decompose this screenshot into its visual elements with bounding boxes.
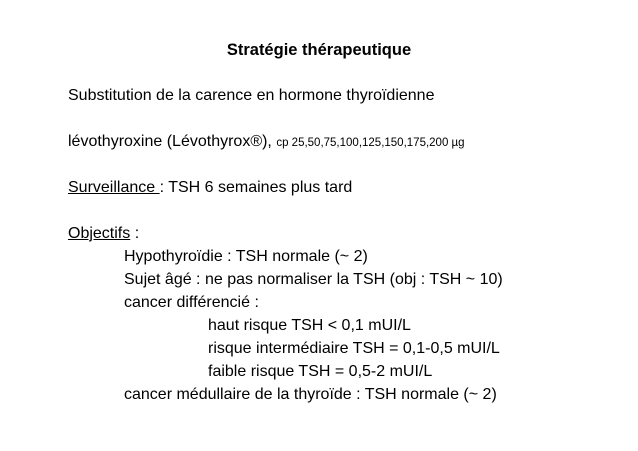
cancer-differencie-line: cancer différencié : [124, 294, 259, 311]
surveillance-text: : TSH 6 semaines plus tard [159, 179, 353, 196]
objectifs-line [68, 224, 139, 244]
faible-risque-line: faible risque TSH = 0,5-2 mUI/L [208, 363, 433, 380]
sujet-age-line: Sujet âgé : ne pas normaliser la TSH (obj : TSH ~ 10) [124, 271, 503, 288]
cancer-medullaire-line: cancer médullaire de la thyroïde : TSH normale (~ 2) [124, 386, 497, 403]
objectifs-colon: : [130, 225, 140, 242]
haut-risque-line: haut risque TSH < 0,1 mUI/L [208, 317, 411, 334]
levothyroxine-doses: cp 25,50,75,100,125,150,175,200 µg [276, 137, 465, 149]
substitution-line: Substitution de la carence en hormone thyroïdienne [68, 87, 435, 104]
levothyroxine-line [68, 132, 465, 153]
hypothyroidie-line: Hypothyroïdie : TSH normale (~ 2) [124, 248, 368, 265]
objectifs-label: Objectifs [68, 225, 131, 242]
surveillance-label: Surveillance [68, 179, 160, 196]
slide-title: Stratégie thérapeutique [226, 41, 412, 59]
levothyroxine-text: lévothyroxine (Lévothyrox®), [68, 133, 272, 150]
surveillance-line [68, 178, 352, 198]
risque-intermediaire-line: risque intermédiaire TSH = 0,1-0,5 mUI/L [208, 340, 500, 357]
